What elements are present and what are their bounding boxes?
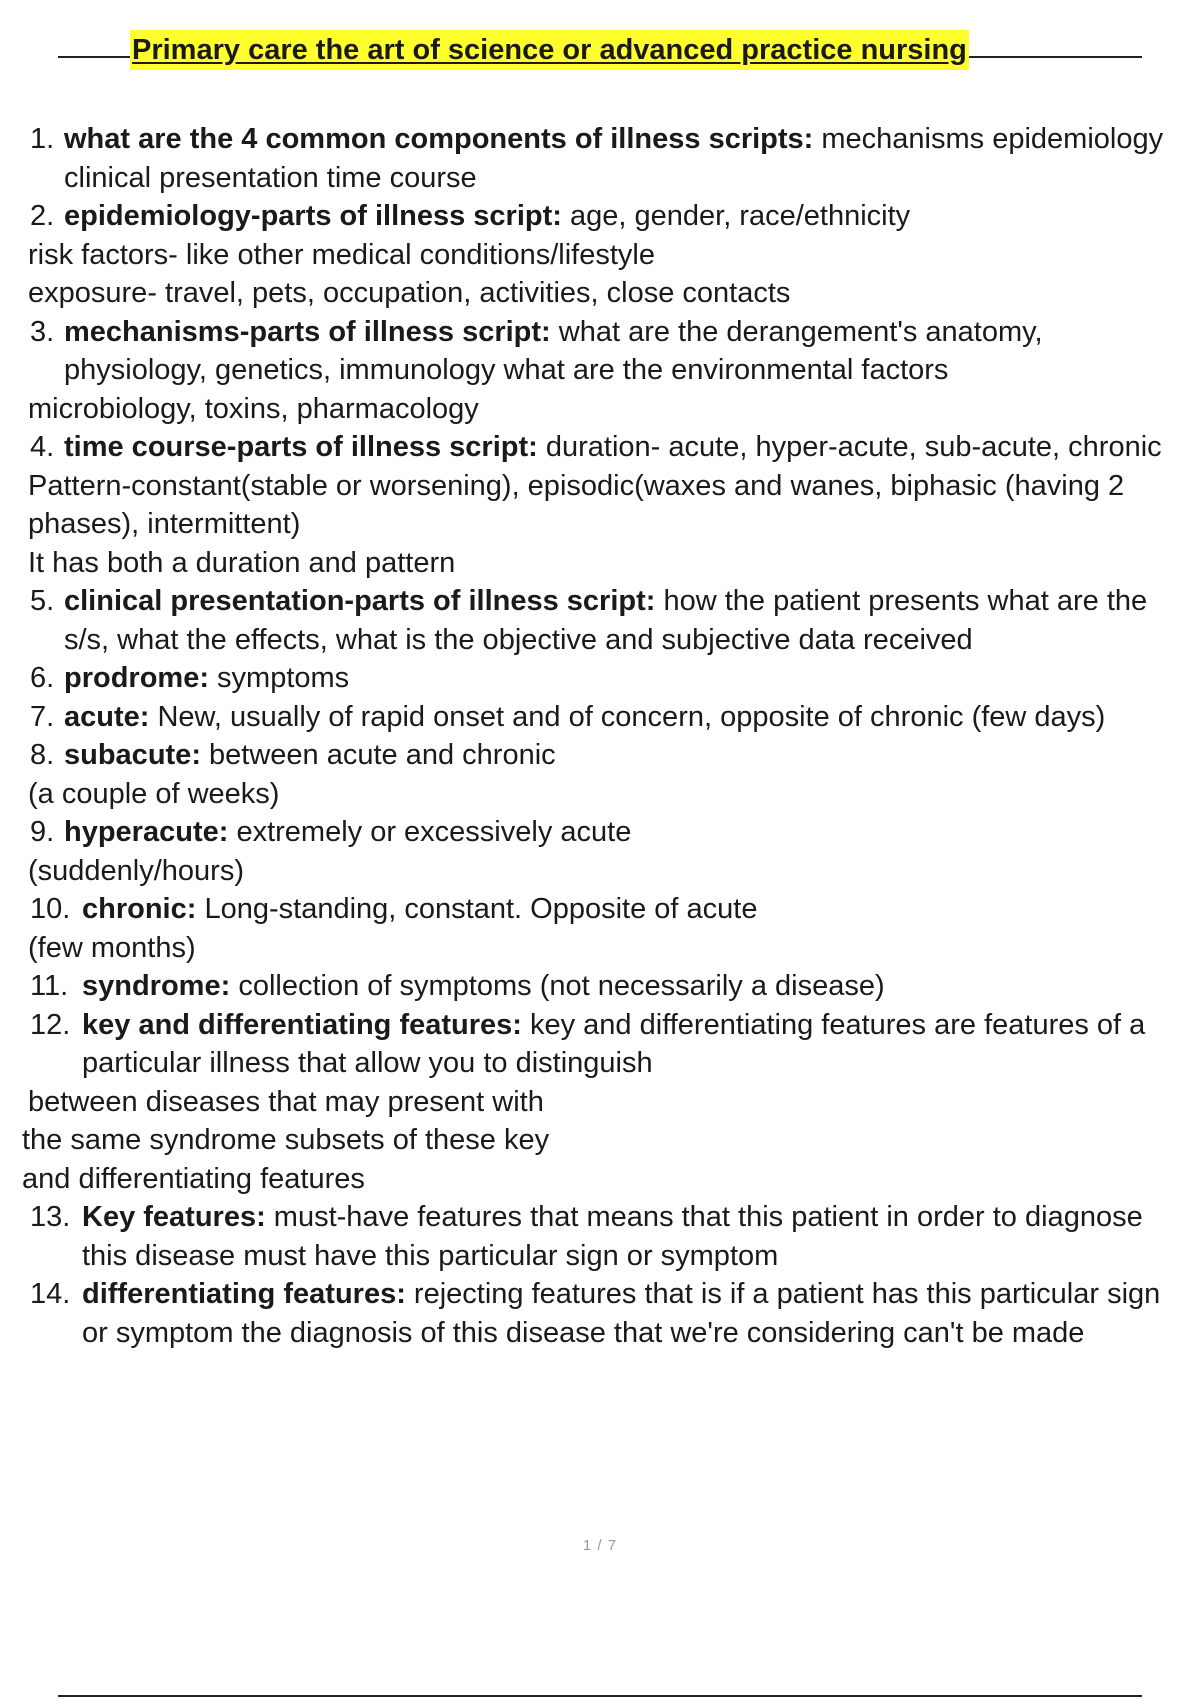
list-item bbox=[22, 197, 1192, 313]
list-item bbox=[22, 1275, 1192, 1352]
list-item-answer: rejecting features that is if a patient has this particular sign or symptom the diagnosis of this disease that we're considering can't be made bbox=[82, 1278, 1161, 1349]
list-item-continuation: (suddenly/hours) bbox=[28, 854, 244, 887]
list-item-number: 14. bbox=[30, 1278, 71, 1310]
list-item-entry bbox=[22, 197, 1192, 236]
list-item bbox=[22, 313, 1192, 429]
list-item-entry bbox=[22, 698, 1192, 737]
list-item-entry bbox=[22, 1275, 1192, 1352]
list-item-entry bbox=[22, 120, 1192, 197]
list-item-question: key and differentiating features: bbox=[82, 1008, 522, 1041]
list-item-number: 9. bbox=[30, 816, 55, 848]
list-item-entry bbox=[22, 967, 1192, 1006]
list-item bbox=[22, 813, 1192, 890]
list-item bbox=[22, 698, 1192, 737]
list-item-number: 4. bbox=[30, 431, 55, 463]
list-item bbox=[22, 736, 1192, 813]
list-item-continuation: the same syndrome subsets of these key bbox=[22, 1124, 550, 1156]
list-item-continuation: between diseases that may present with bbox=[28, 1085, 544, 1118]
list-item-continuation: microbiology, toxins, pharmacology bbox=[28, 392, 479, 425]
list-item-continuation: exposure- travel, pets, occupation, activities, close contacts bbox=[28, 277, 791, 309]
list-item-entry bbox=[22, 1198, 1192, 1275]
list-item-continuation: and differentiating features bbox=[22, 1162, 365, 1195]
list-item-entry bbox=[22, 428, 1192, 467]
list-item-entry bbox=[22, 736, 1192, 775]
list-item bbox=[22, 582, 1192, 659]
list-item-answer: symptoms bbox=[209, 662, 350, 694]
list-item-question: prodrome: bbox=[64, 662, 209, 694]
list-item-answer: what are the derangement's anatomy, physiology, genetics, immunology what are the environmental factors bbox=[64, 315, 1043, 386]
list-item-continuation: It has both a duration and pattern bbox=[28, 546, 456, 579]
list-item-number: 10. bbox=[30, 893, 71, 925]
list-item-question: clinical presentation-parts of illness script: bbox=[64, 585, 656, 617]
list-item-question: acute: bbox=[64, 700, 150, 733]
list-item-answer: duration- acute, hyper-acute, sub-acute, chronic bbox=[537, 431, 1162, 463]
list-item-number: 8. bbox=[30, 739, 55, 771]
list-item-question: Key features: bbox=[82, 1201, 266, 1233]
list-item-answer: between acute and chronic bbox=[200, 739, 556, 771]
list-item-continuation: (few months) bbox=[28, 931, 196, 964]
list-item bbox=[22, 967, 1192, 1006]
list-item-entry bbox=[22, 659, 1192, 698]
list-item-answer: Long-standing, constant. Opposite of acute bbox=[196, 893, 758, 925]
page-indicator: 1 / 7 bbox=[582, 1537, 618, 1554]
list-item bbox=[22, 890, 1192, 967]
list-item-continuation: (a couple of weeks) bbox=[28, 777, 280, 810]
list-item-answer: key and differentiating features are features of a particular illness that allow you to distinguish bbox=[82, 1008, 1146, 1079]
list-item-number: 13. bbox=[30, 1201, 71, 1233]
list-item-question: chronic: bbox=[82, 893, 197, 925]
list-item-question: hyperacute: bbox=[64, 816, 229, 848]
list-item-entry bbox=[22, 313, 1192, 390]
list-item-number: 2. bbox=[30, 200, 55, 232]
list-item-entry bbox=[22, 813, 1192, 852]
list-item-number: 5. bbox=[30, 585, 55, 617]
list-item bbox=[22, 120, 1192, 197]
list-item-question: differentiating features: bbox=[82, 1278, 406, 1310]
list-item-question: epidemiology-parts of illness script: bbox=[64, 200, 562, 232]
list-item-question: what are the 4 common components of illness scripts: bbox=[64, 123, 814, 155]
list-item-continuation: Pattern-constant(stable or worsening), episodic(waxes and wanes, biphasic (having 2 phases), intermittent) bbox=[28, 469, 1125, 540]
list-item-number: 7. bbox=[30, 700, 55, 733]
page-title: Primary care the art of science or advanced practice nursing bbox=[130, 30, 969, 70]
list-item bbox=[22, 659, 1192, 698]
list-item-answer: how the patient presents what are the s/s, what the effects, what is the objective and subjective data received bbox=[64, 585, 1148, 656]
list-item-answer: mechanisms epidemiology clinical presentation time course bbox=[64, 123, 1164, 194]
list-item-entry bbox=[22, 582, 1192, 659]
list-item-answer: age, gender, race/ethnicity bbox=[561, 200, 911, 232]
list-item-continuation: risk factors- like other medical conditions/lifestyle bbox=[28, 238, 655, 271]
list-item-answer: extremely or excessively acute bbox=[228, 816, 632, 848]
list-item-answer: New, usually of rapid onset and of concern, opposite of chronic (few days) bbox=[149, 700, 1106, 733]
list-item-question: subacute: bbox=[64, 739, 201, 771]
list-item bbox=[22, 1198, 1192, 1275]
bottom-rule bbox=[58, 1695, 1142, 1697]
list-item bbox=[22, 428, 1192, 582]
list-item-number: 12. bbox=[30, 1008, 71, 1041]
qa-list bbox=[22, 120, 1192, 1352]
list-item-answer: collection of symptoms (not necessarily a disease) bbox=[230, 970, 885, 1002]
list-item-entry bbox=[22, 890, 1192, 929]
list-item-number: 3. bbox=[30, 315, 55, 348]
list-item-question: syndrome: bbox=[82, 970, 231, 1002]
list-item-question: time course-parts of illness script: bbox=[64, 431, 538, 463]
list-item-entry bbox=[22, 1006, 1192, 1083]
title-row bbox=[58, 30, 1142, 74]
list-item-number: 6. bbox=[30, 662, 55, 694]
list-item bbox=[22, 1006, 1192, 1199]
list-item-number: 11. bbox=[30, 970, 69, 1002]
list-item-number: 1. bbox=[30, 123, 55, 155]
list-item-answer: must-have features that means that this patient in order to diagnose this disease must have this particular sign or symptom bbox=[82, 1201, 1143, 1272]
list-item-question: mechanisms-parts of illness script: bbox=[64, 315, 551, 348]
